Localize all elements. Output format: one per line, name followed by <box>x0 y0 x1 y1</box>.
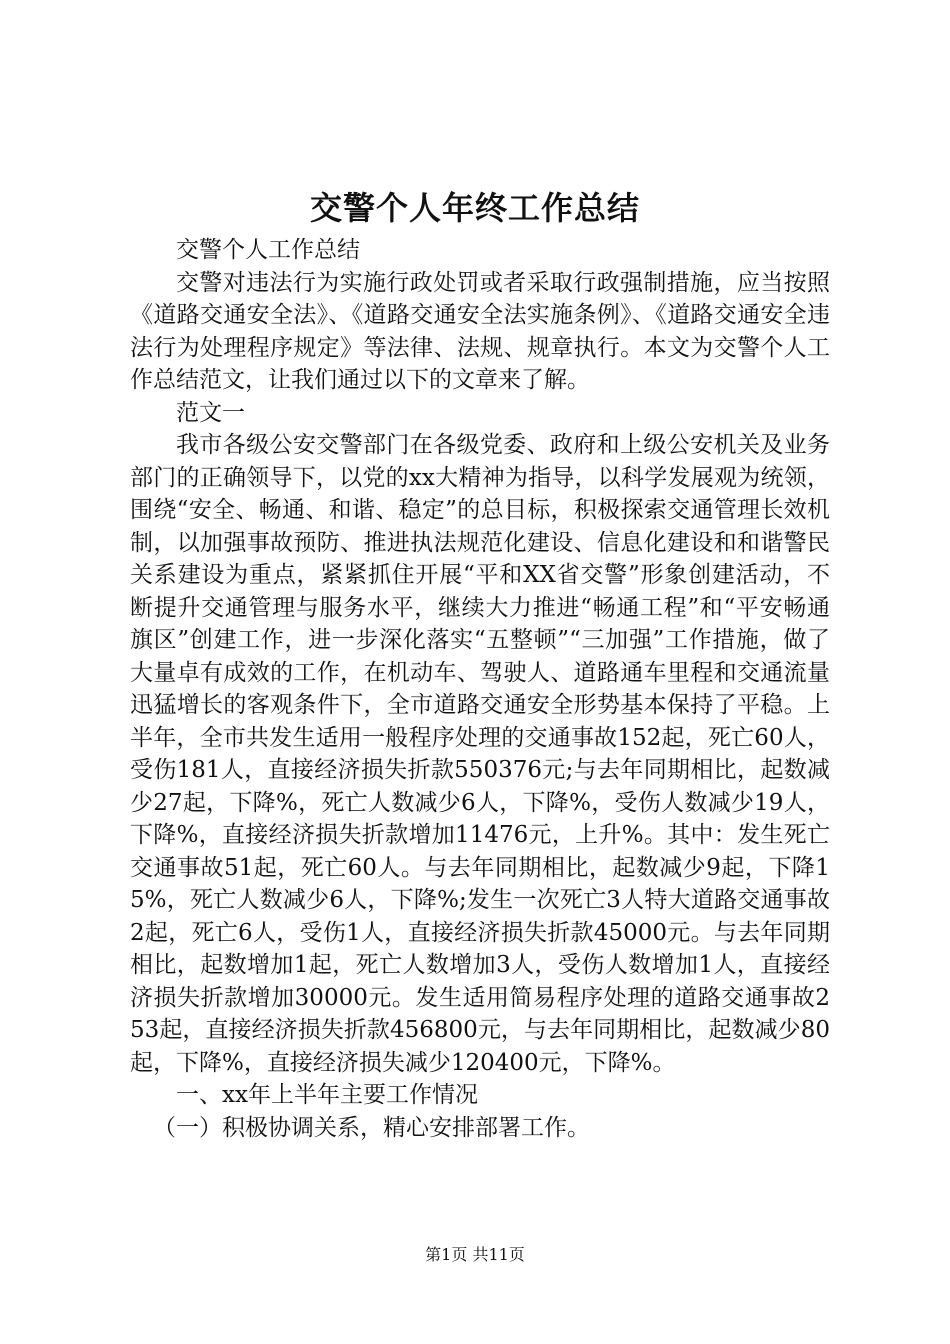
document-body <box>130 234 830 1144</box>
paragraph-subsection-heading: （一）积极协调关系，精心安排部署工作。 <box>153 1114 590 1141</box>
paragraph-main: 我市各级公安交警部门在各级党委、政府和上级公安机关及业务部门的正确领导下，以党的xx大精神为指导，以科学发展观为统领，围绕“安全、畅通、和谐、稳定”的总目标，积极探索交通管理长效机制，以加强事故预防、推进执法规范化建设、信息化建设和和谐警民关系建设为重点，紧紧抓住开展“平和XX省交警”形象创建活动，不断提升交通管理与服务水平，继续大力推进“畅通工程”和“平安畅通旗区”创建工作，进一步深化落实“五整顿”“三加强”工作措施，做了大量卓有成效的工作，在机动车、驾驶人、道路通车里程和交通流量迅猛增长的客观条件下，全市道路交通安全形势基本保持了平稳。上半年，全市共发生适用一般程序处理的交通事故152起，死亡60人，受伤181人，直接经济损失折款550376元;与去年同期相比，起数减少27起，下降%，死亡人数减少6人，下降%，受伤人数减少19人，下降%，直接经济损失折款增加11476元，上升%。其中：发生死亡交通事故51起，死亡60人。与去年同期相比，起数减少9起，下降15%，死亡人数减少6人，下降%;发生一次死亡3人特大道路交通事故2起，死亡6人，受伤1人，直接经济损失折款45000元。与去年同期相比，起数增加1起，死亡人数增加3人，受伤人数增加1人，直接经济损失折款增加30000元。发生适用简易程序处理的道路交通事故253起，直接经济损失折款456800元，与去年同期相比，起数减少80起，下降%，直接经济损失减少120400元，下降%。 <box>130 432 830 1076</box>
paragraph-subtitle: 交警个人工作总结 <box>176 237 360 263</box>
paragraph-intro: 交警对违法行为实施行政处罚或者采取行政强制措施，应当按照《道路交通安全法》、《道路交通安全法实施条例》、《道路交通安全违法行为处理程序规定》等法律、法规、规章执行。本文为交警个人工作总结范文，让我们通过以下的文章来了解。 <box>130 269 830 393</box>
paragraph-sample-heading: 范文一 <box>176 399 245 426</box>
document-title: 交警个人年终工作总结 <box>309 189 640 227</box>
page-footer: 第1页 共11页 <box>425 1245 525 1264</box>
paragraph-section-heading: 一、xx年上半年主要工作情况 <box>176 1082 478 1108</box>
